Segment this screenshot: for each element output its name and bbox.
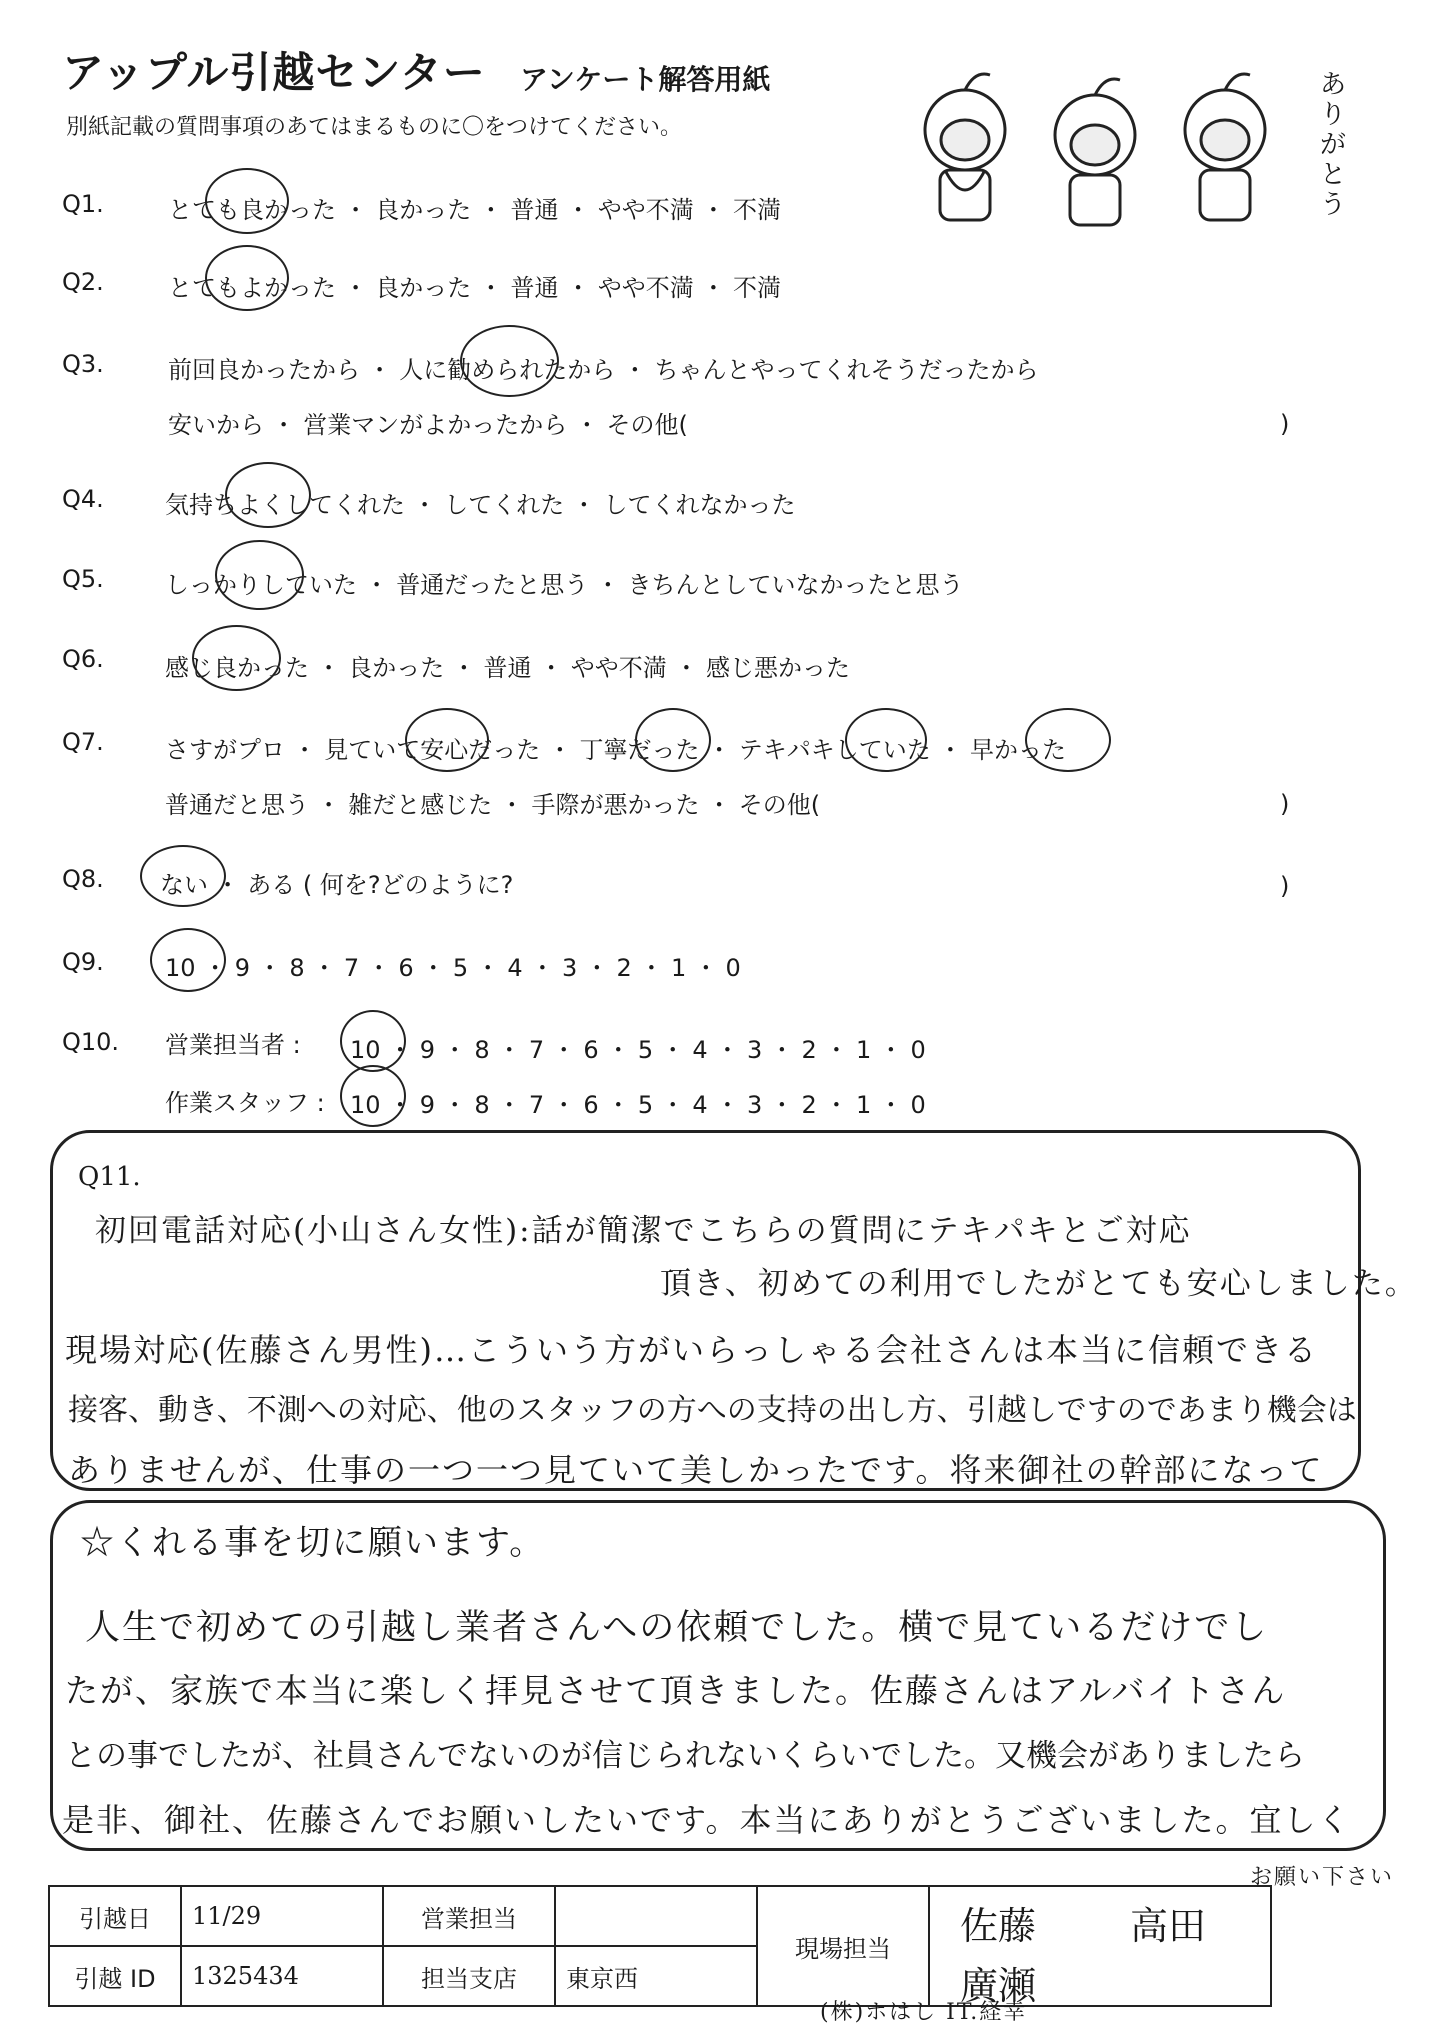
q3-options-line1: 前回良かったから ・ 人に勧められたから ・ ちゃんとやってくれそうだったから xyxy=(168,356,1039,384)
q2-label: Q2. xyxy=(62,268,104,296)
q11-line-4: 接客、動き、不測への対応、他のスタッフの方への支持の出し方、引越しですのであまり機会は xyxy=(68,1393,1357,1428)
q6-answer-mark xyxy=(192,625,281,691)
sales-rep-value xyxy=(555,1886,757,1946)
q10-staff-scale: 10 ・ 9 ・ 8 ・ 7 ・ 6 ・ 5 ・ 4 ・ 3 ・ 2 ・ 1 ・ 0 xyxy=(350,1091,926,1119)
q5-options: しっかりしていた ・ 普通だったと思う ・ きちんとしていなかったと思う xyxy=(165,571,964,599)
q10-sales-label: 営業担当者 : xyxy=(165,1031,301,1059)
q5-label: Q5. xyxy=(62,565,104,593)
q7-answer-mark-3 xyxy=(845,708,927,772)
q11-label: Q11. xyxy=(78,1162,141,1192)
q10-label: Q10. xyxy=(62,1028,120,1056)
q10-sales-answer-mark xyxy=(340,1010,406,1072)
q11-line-11: お願い下さい xyxy=(1250,1865,1395,1890)
branch-label: 担当支店 xyxy=(383,1946,555,2006)
q10-sales-scale: 10 ・ 9 ・ 8 ・ 7 ・ 6 ・ 5 ・ 4 ・ 3 ・ 2 ・ 1 ・ 0 xyxy=(350,1036,926,1064)
q1-label: Q1. xyxy=(62,190,104,218)
move-info-table xyxy=(48,1885,1272,2007)
q3-paren: ) xyxy=(1280,410,1290,438)
q8-label: Q8. xyxy=(62,865,104,893)
move-id-value: 1325434 xyxy=(181,1946,383,2006)
instruction-text: 別紙記載の質問事項のあてはまるものに〇をつけてください。 xyxy=(66,115,683,140)
q9-scale: 10 ・ 9 ・ 8 ・ 7 ・ 6 ・ 5 ・ 4 ・ 3 ・ 2 ・ 1 ・ 0 xyxy=(165,954,741,982)
q3-label: Q3. xyxy=(62,350,104,378)
mascot-illustration xyxy=(895,60,1315,240)
q11-comment-box-1 xyxy=(50,1130,1361,1491)
q11-line-7: 人生で初めての引越し業者さんへの依頼でした。横で見ているだけでし xyxy=(85,1608,1269,1648)
q7-options-line2: 普通だと思う ・ 雑だと感じた ・ 手際が悪かった ・ その他( xyxy=(165,791,821,819)
q7-options-line1: さすがプロ ・ 見ていて安心だった ・ 丁寧だった ・ テキパキしていた ・ 早かった xyxy=(165,736,1067,764)
q7-answer-mark-4 xyxy=(1025,708,1111,772)
sales-rep-label: 営業担当 xyxy=(383,1886,555,1946)
thanks-text: ありがとう xyxy=(1320,70,1347,220)
q7-label: Q7. xyxy=(62,728,104,756)
q3-options-line2: 安いから ・ 営業マンがよかったから ・ その他( xyxy=(168,411,688,439)
q10-staff-label: 作業スタッフ : xyxy=(165,1089,325,1117)
q4-label: Q4. xyxy=(62,485,104,513)
page-title: アップル引越センター xyxy=(62,48,486,97)
branch-value: 東京西 xyxy=(555,1946,757,2006)
q11-line-5: ありませんが、仕事の一つ一つ見ていて美しかったです。将来御社の幹部になって xyxy=(68,1451,1324,1489)
q2-options: とてもよかった ・ 良かった ・ 普通 ・ やや不満 ・ 不満 xyxy=(168,274,782,302)
q6-options: 感じ良かった ・ 良かった ・ 普通 ・ やや不満 ・ 感じ悪かった xyxy=(165,654,851,682)
q2-answer-mark xyxy=(205,245,289,311)
q7-paren: ) xyxy=(1280,790,1290,818)
footnote-text: (株)ホはし IT.経幸 xyxy=(820,2000,1028,2025)
q11-line-8: たが、家族で本当に楽しく拝見させて頂きました。佐藤さんはアルバイトさん xyxy=(65,1671,1287,1710)
q11-line-6: ☆くれる事を切に願います。 xyxy=(80,1523,546,1563)
site-staff-3: 廣瀬 xyxy=(960,1964,1037,2008)
q11-line-10: 是非、御社、佐藤さんでお願いしたいです。本当にありがとうございました。宜しく xyxy=(62,1801,1352,1839)
site-staff-cell xyxy=(929,1886,1271,2006)
q11-line-3: 現場対応(佐藤さん男性)…こういう方がいらっしゃる会社さんは本当に信頼できる xyxy=(65,1331,1318,1369)
move-date-value: 11/29 xyxy=(181,1886,383,1946)
q3-answer-mark xyxy=(460,325,559,397)
q8-paren: ) xyxy=(1280,872,1290,900)
q8-answer-mark xyxy=(140,845,226,907)
move-id-label: 引越 ID xyxy=(49,1946,181,2006)
page-subtitle: アンケート解答用紙 xyxy=(520,63,771,96)
q11-line-9: との事でしたが、社員さんでないのが信じられないくらいでした。又機会がありましたら xyxy=(65,1738,1305,1774)
q9-answer-mark xyxy=(150,928,226,992)
q4-answer-mark xyxy=(225,462,311,528)
site-staff-2: 高田 xyxy=(1130,1904,1207,1948)
q7-answer-mark-1 xyxy=(405,708,489,772)
move-date-label: 引越日 xyxy=(49,1886,181,1946)
q10-staff-answer-mark xyxy=(340,1065,406,1127)
q5-answer-mark xyxy=(215,540,304,610)
q9-label: Q9. xyxy=(62,948,104,976)
q11-line-2: 頂き、初めての利用でしたがとても安心しました。 xyxy=(660,1266,1418,1302)
q6-label: Q6. xyxy=(62,645,104,673)
q8-options: ない ・ ある ( 何を?どのように? xyxy=(160,871,514,899)
site-staff-1: 佐藤 xyxy=(960,1904,1037,1948)
site-staff-label: 現場担当 xyxy=(757,1886,929,2006)
q1-options: とても良かった ・ 良かった ・ 普通 ・ やや不満 ・ 不満 xyxy=(168,196,782,224)
q4-options: 気持ちよくしてくれた ・ してくれた ・ してくれなかった xyxy=(165,491,796,519)
q11-line-1: 初回電話対応(小山さん女性):話が簡潔でこちらの質問にテキパキとご対応 xyxy=(95,1213,1192,1249)
q7-answer-mark-2 xyxy=(635,708,711,772)
q1-answer-mark xyxy=(205,168,289,234)
